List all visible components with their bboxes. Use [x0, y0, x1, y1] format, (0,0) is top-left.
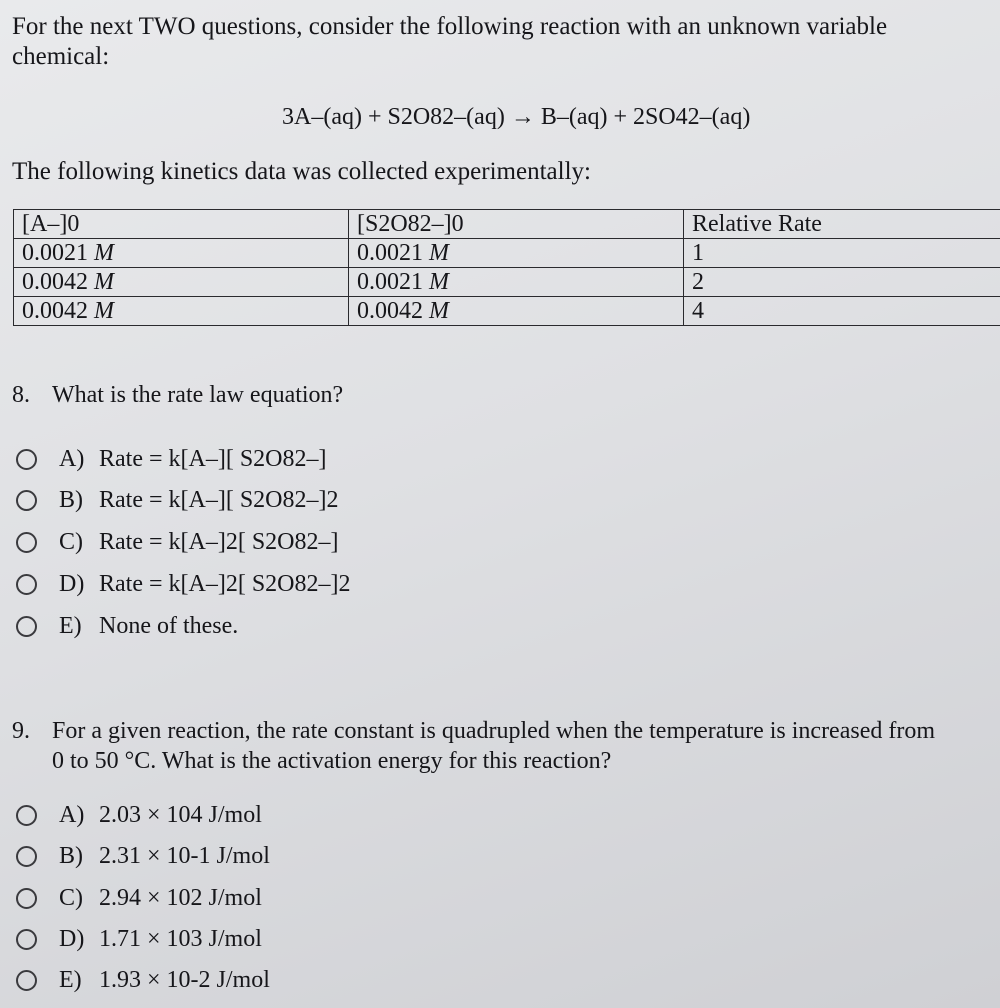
cell-s-unit: M [429, 298, 449, 324]
radio-button[interactable] [16, 929, 37, 950]
intro-paragraph [12, 12, 887, 72]
option-text: Rate = k[A–]2[ S2O82–]2 [99, 571, 351, 597]
cell-a-unit: M [94, 240, 114, 266]
question-9-text-1: For a given reaction, the rate constant is quadrupled when the temperature is increased from [52, 718, 936, 744]
question-9-number: 9. [12, 718, 30, 744]
option-text: Rate = k[A–][ S2O82–] [99, 446, 327, 472]
option-letter: E) [59, 967, 82, 993]
cell-s [349, 297, 684, 326]
option-text: 2.94 × 102 J/mol [99, 885, 262, 911]
q9-option-d[interactable] [16, 926, 262, 953]
cell-a-value: 0.0042 [22, 298, 88, 324]
option-text: 2.31 × 10-1 J/mol [99, 843, 270, 869]
cell-a-value: 0.0042 [22, 269, 88, 295]
option-text: Rate = k[A–][ S2O82–]2 [99, 487, 339, 513]
table-header-row [14, 210, 1000, 239]
option-letter: C) [59, 885, 83, 911]
cell-a [14, 268, 349, 297]
table-row [14, 297, 1000, 326]
cell-rate: 1 [684, 239, 1000, 268]
kinetics-intro: The following kinetics data was collected experimentally: [12, 158, 591, 185]
radio-button[interactable] [16, 805, 37, 826]
question-8-number: 8. [12, 382, 30, 408]
question-8-text: What is the rate law equation? [52, 382, 344, 408]
option-text: 1.93 × 10-2 J/mol [99, 967, 270, 993]
cell-a [14, 297, 349, 326]
cell-s [349, 239, 684, 268]
option-letter: B) [59, 487, 83, 513]
radio-button[interactable] [16, 449, 37, 470]
kinetics-table [13, 209, 1000, 326]
cell-rate: 4 [684, 297, 1000, 326]
q9-option-b[interactable] [16, 843, 270, 870]
cell-rate: 2 [684, 268, 1000, 297]
radio-button[interactable] [16, 846, 37, 867]
intro-line-1: For the next TWO questions, consider the following reaction with an unknown variable [12, 13, 888, 40]
cell-s-value: 0.0021 [357, 240, 423, 266]
header-a-concentration: [A–]0 [14, 210, 349, 239]
cell-s-unit: M [429, 269, 449, 295]
q8-option-e[interactable] [16, 613, 238, 640]
cell-s-value: 0.0042 [357, 298, 423, 324]
q8-option-d[interactable] [16, 571, 351, 598]
option-letter: E) [59, 613, 82, 639]
reaction-equation: 3A–(aq) + S2O82–(aq) → B–(aq) + 2SO42–(aq) [282, 104, 751, 130]
option-letter: C) [59, 529, 83, 555]
cell-a-unit: M [94, 298, 114, 324]
option-text: Rate = k[A–]2[ S2O82–] [99, 529, 339, 555]
cell-s-unit: M [429, 240, 449, 266]
header-s2o8-concentration: [S2O82–]0 [349, 210, 684, 239]
radio-button[interactable] [16, 490, 37, 511]
cell-a-unit: M [94, 269, 114, 295]
option-text: 1.71 × 103 J/mol [99, 926, 262, 952]
q9-option-c[interactable] [16, 885, 262, 912]
option-letter: B) [59, 843, 83, 869]
q8-option-c[interactable] [16, 529, 339, 556]
q8-option-a[interactable] [16, 446, 327, 473]
option-letter: A) [59, 446, 85, 472]
q8-option-b[interactable] [16, 487, 339, 514]
header-relative-rate: Relative Rate [684, 210, 1000, 239]
radio-button[interactable] [16, 970, 37, 991]
table-row [14, 268, 1000, 297]
option-letter: D) [59, 926, 85, 952]
cell-a-value: 0.0021 [22, 240, 88, 266]
q9-option-a[interactable] [16, 802, 262, 829]
cell-a [14, 239, 349, 268]
option-letter: A) [59, 802, 85, 828]
radio-button[interactable] [16, 888, 37, 909]
option-text: None of these. [99, 613, 239, 639]
question-9 [12, 716, 935, 776]
radio-button[interactable] [16, 574, 37, 595]
cell-s [349, 268, 684, 297]
radio-button[interactable] [16, 616, 37, 637]
question-9-text-2: 0 to 50 °C. What is the activation energy for this reaction? [52, 748, 612, 774]
intro-line-2: chemical: [12, 43, 110, 70]
cell-s-value: 0.0021 [357, 269, 423, 295]
radio-button[interactable] [16, 532, 37, 553]
option-letter: D) [59, 571, 85, 597]
table-row [14, 239, 1000, 268]
q9-option-e[interactable] [16, 967, 270, 994]
question-9-line-1 [12, 716, 935, 746]
question-8 [12, 382, 343, 409]
option-text: 2.03 × 104 J/mol [99, 802, 262, 828]
